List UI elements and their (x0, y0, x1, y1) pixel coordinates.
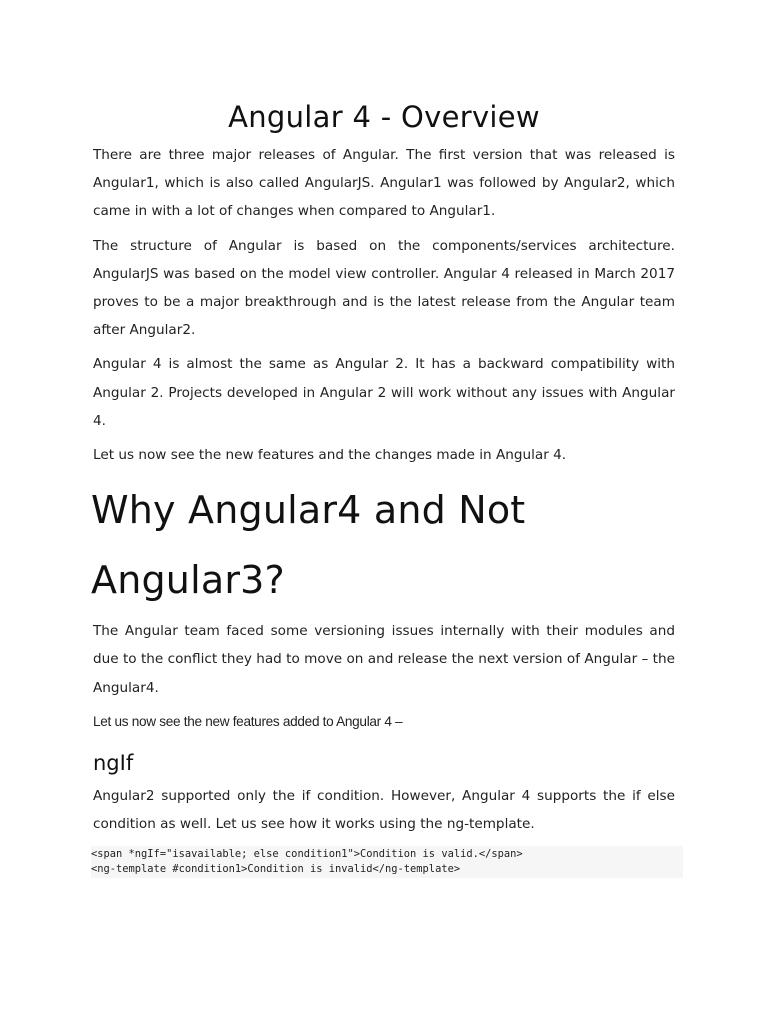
document-content (93, 96, 675, 878)
intro-paragraph-2: The structure of Angular is based on the components/services architecture. AngularJS was based on the model view controller. Angular 4 released in March 2017 proves to be a major breakthrough and is the latest release from the Angular team after Angular2. (93, 237, 675, 339)
code-line: <ng-template #condition1>Condition is invalid</ng-template> (91, 863, 461, 876)
section-heading: Why Angular4 and Not Angular3? (91, 488, 526, 603)
intro-paragraph-4: Let us now see the new features and the changes made in Angular 4. (93, 447, 567, 464)
page-title: Angular 4 - Overview (228, 100, 540, 134)
features-intro: Let us now see the new features added to Angular 4 – (93, 713, 403, 729)
subsection-heading: ngIf (93, 751, 134, 776)
code-block (91, 846, 683, 878)
section-paragraph: The Angular team faced some versioning issues internally with their modules and due to the conflict they had to move on and release the next version of Angular – the Angular4. (93, 623, 675, 696)
subsection-paragraph: Angular2 supported only the if condition. However, Angular 4 supports the if else condition as well. Let us see how it works using the ng-template. (93, 788, 675, 833)
intro-paragraph-3: Angular 4 is almost the same as Angular 2. It has a backward compatibility with Angular 2. Projects developed in Angular 2 will work without any issues with Angular 4. (93, 356, 675, 429)
intro-paragraph-1: There are three major releases of Angular. The first version that was released is Angular1, which is also called AngularJS. Angular1 was followed by Angular2, which came in with a lot of changes when compared to Angular1. (93, 147, 675, 220)
code-line: <span *ngIf="isavailable; else condition1">Condition is valid.</span> (91, 848, 523, 861)
